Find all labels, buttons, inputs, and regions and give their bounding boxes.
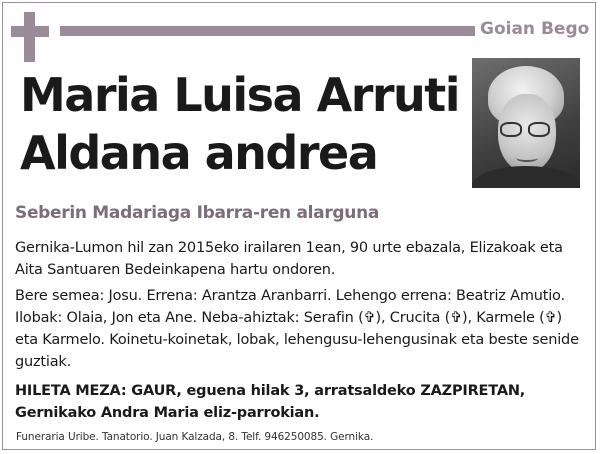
widow-subtitle: Seberin Madariaga Ibarra-ren alarguna	[15, 203, 380, 223]
cross-vertical-bar	[24, 12, 35, 62]
portrait-shoulders	[472, 166, 580, 188]
funeral-home-footer: Funeraria Uribe. Tanatorio. Juan Kalzada, 8. Telf. 946250085. Gernika.	[16, 431, 374, 443]
deceased-name-line2: Aldana andrea	[20, 126, 378, 180]
deceased-name-line1: Maria Luisa Arruti	[20, 68, 460, 122]
cross-horizontal-bar	[11, 26, 49, 37]
portrait-glasses-left	[500, 122, 522, 137]
family-paragraph: Bere semea: Josu. Errena: Arantza Aranbarri. Lehengo errena: Beatriz Amutio. Ilobak: Olaia, Jon eta Ane. Neba-ahiztak: Serafin (✞), Crucita (✞), Karmele (✞) eta Karmelo. Koinetu-koinetak, lobak, lehengusu-lehengusinak eta beste senide guztiak.	[15, 288, 579, 370]
deceased-name	[20, 66, 460, 182]
brand-label: Goian Bego	[480, 19, 590, 39]
portrait-mouth	[516, 154, 538, 162]
funeral-paragraph: HILETA MEZA: GAUR, eguena hilak 3, arratsaldeko ZAZPIRETAN, Gernikako Andra Maria eliz-parrokian.	[15, 383, 526, 421]
portrait-glasses-right	[528, 122, 550, 137]
header-divider	[60, 26, 475, 36]
death-notice-paragraph: Gernika-Lumon hil zan 2015eko irailaren 1ean, 90 urte ebazala, Elizakoak eta Aita Santuaren Bedeinkapena hartu ondoren.	[15, 240, 563, 278]
portrait-photo	[472, 58, 580, 188]
